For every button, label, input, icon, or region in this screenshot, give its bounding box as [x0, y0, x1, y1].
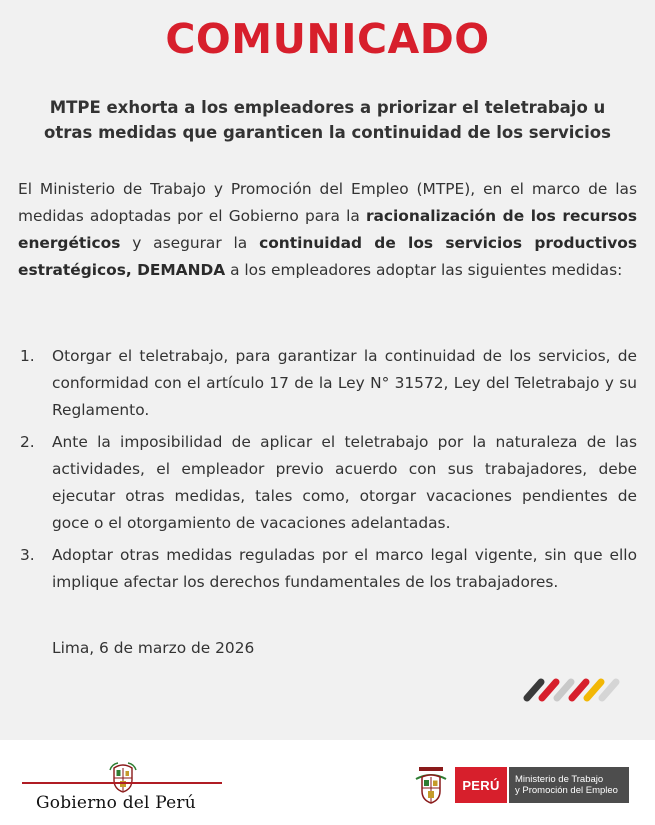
ministry-name [509, 767, 629, 803]
list-item-number: 1. [20, 347, 35, 365]
list-item-number: 2. [20, 433, 35, 451]
intro-paragraph [18, 176, 637, 284]
intro-text-3: a los empleadores adoptar las siguientes medidas: [225, 261, 623, 279]
list-item [18, 429, 637, 537]
list-item-text: Otorgar el teletrabajo, para garantizar la continuidad de los servicios, de conformidad con el artículo 17 de la Ley N° 31572, Ley del Teletrabajo y su Reglamento. [52, 347, 637, 419]
ministry-line-1: Ministerio de Trabajo [515, 774, 604, 785]
intro-bold-2: continuidad de los servicios productivos estratégicos, DEMANDA [18, 234, 637, 279]
intro-text-1: El Ministerio de Trabajo y Promoción del Empleo (MTPE), en el marco de las medidas adoptadas por el Gobierno para la [18, 180, 637, 225]
headline-line-1: MTPE exhorta a los empleadores a priorizar el teletrabajo u [49, 98, 606, 117]
measures-list [18, 343, 637, 601]
gobierno-logo [22, 760, 222, 820]
coat-of-arms-icon [108, 760, 138, 794]
date-line: Lima, 6 de marzo de 2026 [52, 639, 255, 657]
headline-line-2: otras medidas que garanticen la continuidad de los servicios [44, 123, 611, 142]
ministry-line-2: y Promoción del Empleo [515, 785, 618, 796]
list-item [18, 542, 637, 596]
peru-label: PERÚ [455, 767, 507, 803]
list-item-number: 3. [20, 546, 35, 564]
coat-of-arms-icon [413, 765, 449, 807]
gobierno-text: Gobierno del Perú [36, 793, 196, 813]
list-item-text: Adoptar otras medidas reguladas por el marco legal vigente, sin que ello implique afectar los derechos fundamentales de los trabajadores. [52, 546, 637, 591]
ministry-logo [413, 765, 633, 809]
intro-text-2: y asegurar la [120, 234, 260, 252]
divider-line [22, 782, 222, 784]
decorative-stripes-icon [523, 676, 623, 704]
intro-bold-1: racionalización de los recursos energéticos [18, 207, 637, 252]
list-item-text: Ante la imposibilidad de aplicar el teletrabajo por la naturaleza de las actividades, el empleador previo acuerdo con sus trabajadores, debe ejecutar otras medidas, tales como, otorgar vacaciones pendientes de goce o el otorgamiento de vacaciones adelantadas. [52, 433, 637, 532]
list-item [18, 343, 637, 424]
headline [24, 95, 631, 145]
page-title: COMUNICADO [165, 15, 490, 63]
